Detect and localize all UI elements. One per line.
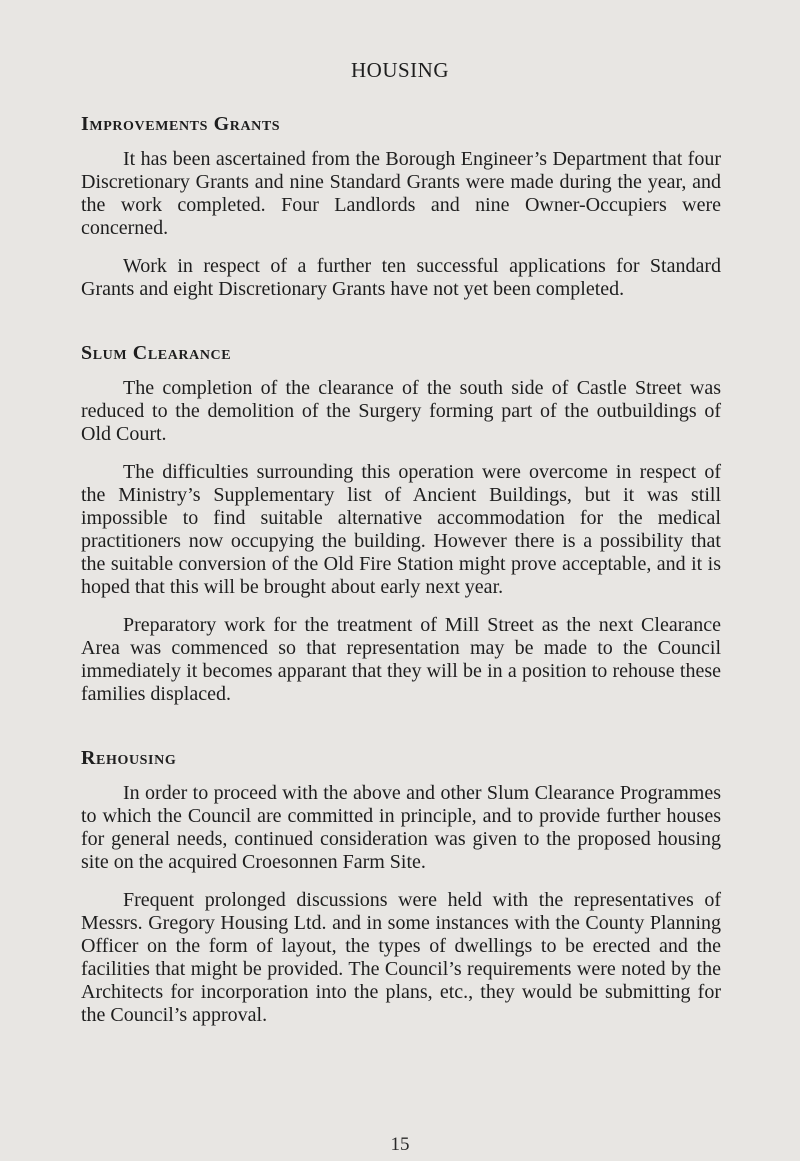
page-number: 15 (390, 1134, 410, 1155)
paragraph: It has been ascertained from the Borough Engineer’s Department that four Discretionary Grants and nine Standard Grants were made during the year, and the work completed. Four Landlords and nine Owner-Occupiers were concerned. (81, 148, 721, 239)
running-head: HOUSING (351, 58, 449, 82)
paragraph: Work in respect of a further ten successful applications for Standard Grants and eight Discretionary Grants have not yet been completed. (81, 255, 721, 300)
section-slum-clearance (81, 341, 721, 706)
section-heading: Slum Clearance (81, 342, 232, 364)
paragraph: The difficulties surrounding this operation were overcome in respect of the Ministry’s Supplementary list of Ancient Buildings, but it was still impossible to find suitable alternative accommodation for the medical practitioners now occupying the building. However there is a possibility that the suitable conversion of the Old Fire Station might prove acceptable, and it is hoped that this will be brought about early next year. (81, 461, 721, 598)
section-rehousing (81, 746, 721, 1027)
section-heading: Rehousing (81, 747, 177, 769)
paragraph: The completion of the clearance of the south side of Castle Street was reduced to the demolition of the Surgery forming part of the outbuildings of Old Court. (81, 377, 721, 445)
paragraph: Preparatory work for the treatment of Mill Street as the next Clearance Area was commenced so that representation may be made to the Council immediately it becomes apparant that they will be in a position to rehouse these families displaced. (81, 614, 721, 705)
page-body (81, 112, 721, 1027)
paragraph: Frequent prolonged discussions were held with the representatives of Messrs. Gregory Housing Ltd. and in some instances with the County Planning Officer on the form of layout, the types of dwellings to be erected and the facilities that might be provided. The Council’s requirements were noted by the Architects for incorporation into the plans, etc., they would be submitting for the Council’s approval. (81, 889, 721, 1026)
section-heading: Improvements Grants (81, 113, 281, 135)
section-improvements-grants (81, 112, 721, 301)
paragraph: In order to proceed with the above and other Slum Clearance Programmes to which the Council are committed in principle, and to provide further houses for general needs, continued consideration was given to the proposed housing site on the acquired Croesonnen Farm Site. (81, 782, 721, 873)
